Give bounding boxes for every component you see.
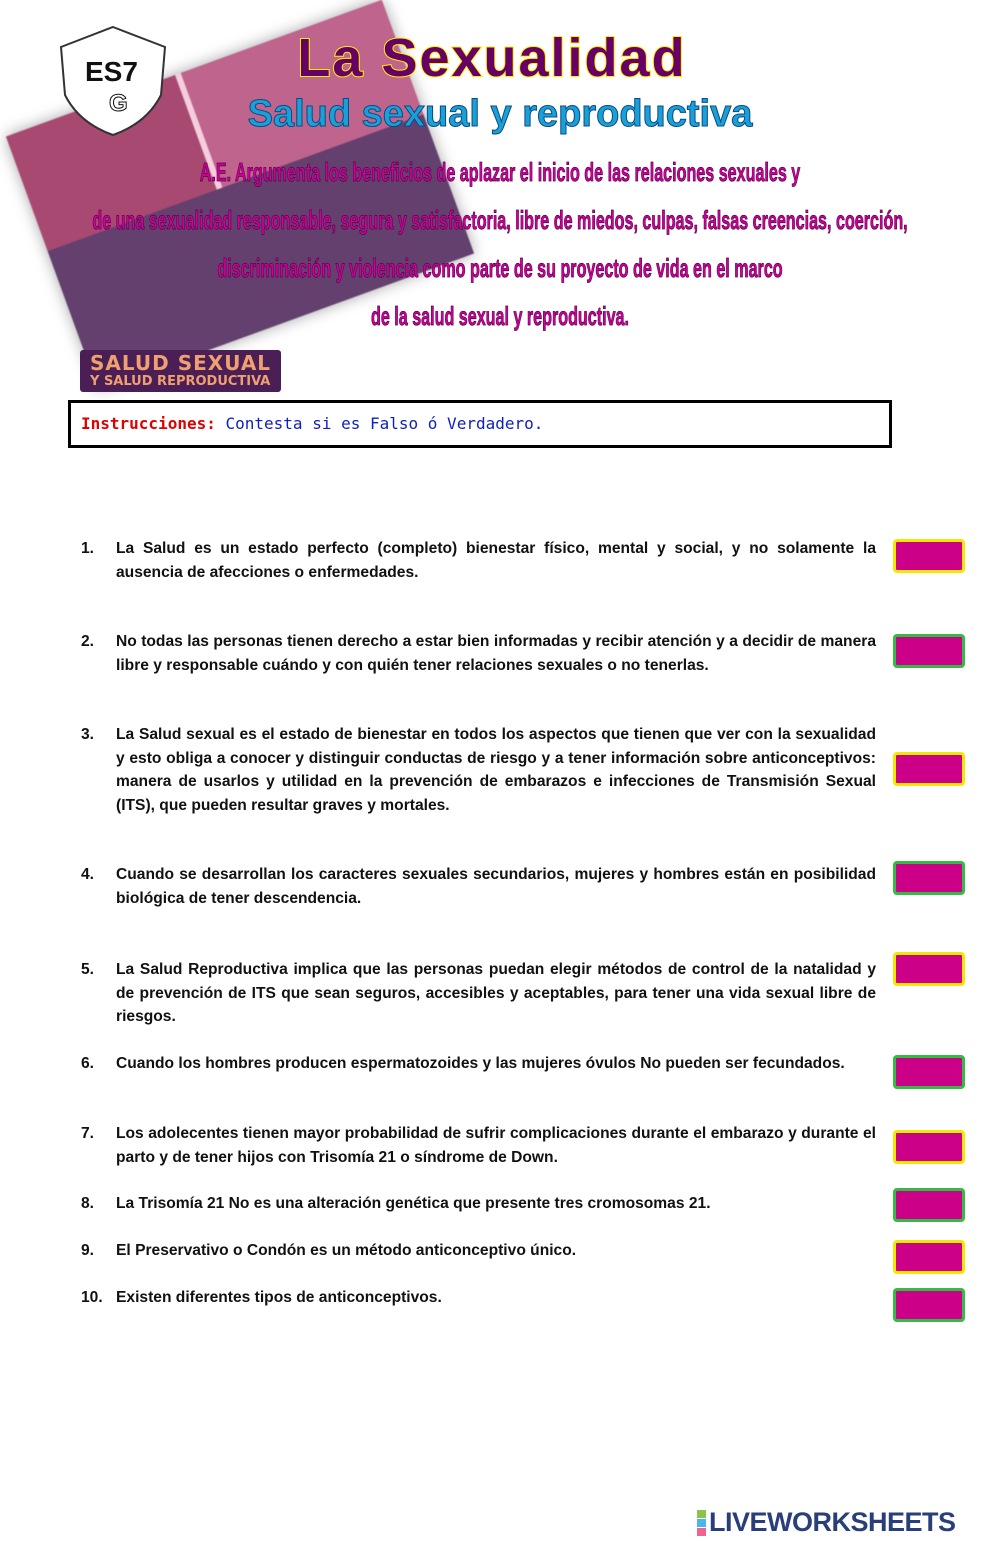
question-item [81, 630, 876, 677]
question-text: Existen diferentes tipos de anticonceptivos. [116, 1289, 442, 1306]
answer-dropdown-2[interactable] [893, 634, 965, 668]
banner-text: SALUD SEXUAL [90, 351, 272, 375]
objective-line: A.E. Argumenta los beneficios de aplazar el inicio de las relaciones sexuales y [199, 157, 801, 187]
question-number: 1. [81, 540, 95, 557]
learning-objective [66, 148, 934, 340]
question-text: La Salud es un estado perfecto (completo) bienestar físico, mental y social, y no solamente la ausencia de afecciones o enfermedades. [116, 540, 876, 581]
answer-dropdown-6[interactable] [893, 1055, 965, 1089]
answer-dropdown-5[interactable] [893, 952, 965, 986]
question-item [81, 1286, 876, 1310]
answer-dropdown-4[interactable] [893, 861, 965, 895]
answer-dropdown-3[interactable] [893, 752, 965, 786]
question-item [81, 863, 876, 910]
page-subtitle: Salud sexual y reproductiva [247, 93, 753, 135]
question-number: 9. [81, 1242, 95, 1259]
question-text: El Preservativo o Condón es un método anticonceptivo único. [116, 1242, 577, 1259]
instructions-label: Instrucciones: [81, 414, 216, 433]
brand-name: LIVEWORKSHEETS [709, 1507, 956, 1537]
answer-dropdown-10[interactable] [893, 1288, 965, 1322]
liveworksheets-logo [697, 1507, 956, 1538]
question-number: 8. [81, 1195, 95, 1212]
question-item [81, 1122, 876, 1169]
question-text: La Trisomía 21 No es una alteración genética que presente tres cromosomas 21. [116, 1195, 711, 1212]
question-text: Cuando se desarrollan los caracteres sexuales secundarios, mujeres y hombres están en posibilidad biológica de tener descendencia. [116, 866, 876, 907]
question-text: Cuando los hombres producen espermatozoides y las mujeres óvulos No pueden ser fecundados. [116, 1055, 845, 1072]
question-number: 2. [81, 633, 95, 650]
question-number: 10. [81, 1289, 103, 1306]
answer-dropdown-8[interactable] [893, 1188, 965, 1222]
question-item [81, 1192, 876, 1216]
objective-line: discriminación y violencia como parte de su proyecto de vida en el marco [217, 253, 783, 283]
svg-text:ES7: ES7 [85, 56, 138, 87]
answer-dropdown-7[interactable] [893, 1130, 965, 1164]
instructions-box [68, 400, 892, 448]
question-item [81, 723, 876, 817]
banner-text: Y SALUD REPRODUCTIVA [90, 374, 271, 389]
question-number: 3. [81, 726, 95, 743]
question-number: 5. [81, 961, 95, 978]
question-item [81, 958, 876, 1029]
question-number: 6. [81, 1055, 95, 1072]
question-item [81, 1052, 876, 1076]
question-text: La Salud sexual es el estado de bienestar en todos los aspectos que tienen que ver con la sexualidad y esto obliga a conocer y distinguir conductas de riesgo y a tener información sobre anticonceptivos: manera de usarlos y utilidad en la prevención de embarazos e infecciones de Transmisión Sexual (ITS), que pueden resultar graves y mortales. [116, 726, 876, 814]
page-title: La Sexualidad [297, 28, 687, 88]
answer-dropdown-9[interactable] [893, 1240, 965, 1274]
objective-line: de la salud sexual y reproductiva. [370, 301, 630, 331]
liveworksheets-icon [697, 1510, 706, 1536]
question-text: Los adolecentes tienen mayor probabilidad de sufrir complicaciones durante el embarazo y durante el parto y de tener hijos con Trisomía 21 o síndrome de Down. [116, 1125, 876, 1166]
svg-text:G: G [109, 90, 128, 117]
question-text: La Salud Reproductiva implica que las personas puedan elegir métodos de control de la natalidad y de prevención de ITS que sean seguros, accesibles y aceptables, para tener una vida sexual libre de riesgos. [116, 961, 876, 1025]
answer-dropdown-1[interactable] [893, 539, 965, 573]
question-number: 7. [81, 1125, 95, 1142]
question-number: 4. [81, 866, 95, 883]
banner-caption [80, 350, 281, 392]
question-text: No todas las personas tienen derecho a estar bien informadas y recibir atención y a decidir de manera libre y responsable cuándo y con quién tener relaciones sexuales o no tenerlas. [116, 633, 876, 674]
question-item [81, 1239, 876, 1263]
question-item [81, 537, 876, 584]
objective-line: de una sexualidad responsable, segura y satisfactoria, libre de miedos, culpas, falsas creencias, coerción, [92, 205, 908, 235]
instructions-text: Contesta si es Falso ó Verdadero. [225, 414, 544, 433]
